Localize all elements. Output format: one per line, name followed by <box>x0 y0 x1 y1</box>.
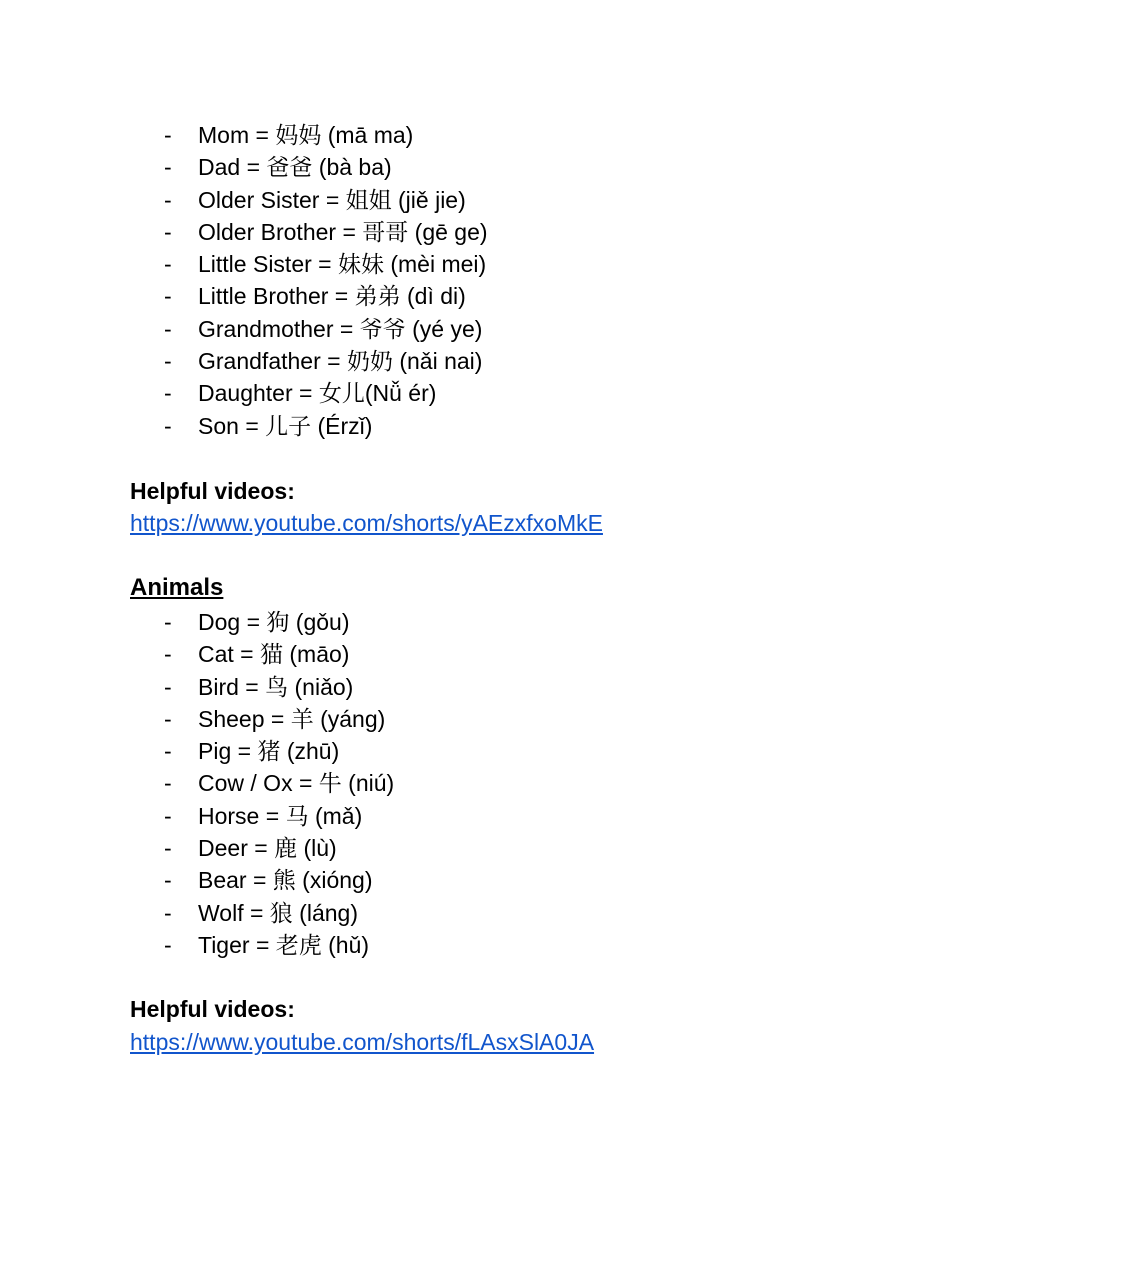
helpful-videos-label: Helpful videos: <box>130 996 295 1022</box>
vocab-entry: Tiger = 老虎 (hǔ) <box>198 931 370 958</box>
list-dash: - <box>164 251 172 278</box>
vocab-entry: Dad = 爸爸 (bà ba) <box>198 154 392 181</box>
vocab-entry: Sheep = 羊 (yáng) <box>198 705 386 732</box>
list-dash: - <box>164 283 172 310</box>
vocab-entry: Horse = 马 (mǎ) <box>198 802 363 829</box>
list-dash: - <box>164 835 172 862</box>
vocab-entry: Mom = 妈妈 (mā ma) <box>198 122 414 148</box>
list-dash: - <box>164 673 172 700</box>
animals-video-link[interactable]: https://www.youtube.com/shorts/fLAsxSlA0JA <box>130 1029 595 1055</box>
vocab-entry: Older Sister = 姐姐 (jiě jie) <box>198 186 466 213</box>
vocab-entry: Cat = 猫 (māo) <box>198 641 350 668</box>
list-dash: - <box>164 641 172 668</box>
vocab-entry: Pig = 猪 (zhū) <box>198 738 340 765</box>
vocab-entry: Grandmother = 爷爷 (yé ye) <box>198 315 483 342</box>
vocab-entry: Bear = 熊 (xióng) <box>198 867 373 894</box>
list-dash: - <box>164 802 172 829</box>
list-dash: - <box>164 315 172 342</box>
list-dash: - <box>164 218 172 245</box>
list-dash: - <box>164 770 172 797</box>
vocab-entry: Wolf = 狼 (láng) <box>198 899 358 926</box>
vocab-entry: Dog = 狗 (gǒu) <box>198 609 350 635</box>
vocab-entry: Son = 儿子 (Érzǐ) <box>198 412 373 439</box>
list-dash: - <box>164 348 172 375</box>
vocab-entry: Cow / Ox = 牛 (niú) <box>198 770 395 797</box>
vocab-entry: Grandfather = 奶奶 (nǎi nai) <box>198 348 483 375</box>
list-dash: - <box>164 705 172 732</box>
list-dash: - <box>164 867 172 894</box>
list-dash: - <box>164 899 172 926</box>
vocab-entry: Daughter = 女儿(Nǚ ér) <box>198 380 437 407</box>
family-video-link[interactable]: https://www.youtube.com/shorts/yAEzxfxoMkE <box>130 510 603 536</box>
list-dash: - <box>164 609 172 635</box>
vocab-entry: Deer = 鹿 (lù) <box>198 835 337 862</box>
vocab-entry: Bird = 鸟 (niǎo) <box>198 673 354 700</box>
list-dash: - <box>164 738 172 765</box>
vocab-entry: Little Brother = 弟弟 (dì di) <box>198 283 466 310</box>
list-dash: - <box>164 931 172 958</box>
animals-heading: Animals <box>130 574 224 601</box>
list-dash: - <box>164 186 172 213</box>
vocab-entry: Little Sister = 妹妹 (mèi mei) <box>198 251 487 278</box>
list-dash: - <box>164 122 172 148</box>
list-dash: - <box>164 154 172 181</box>
list-dash: - <box>164 380 172 407</box>
vocab-entry: Older Brother = 哥哥 (gē ge) <box>198 218 488 245</box>
helpful-videos-label: Helpful videos: <box>130 478 295 504</box>
list-dash: - <box>164 412 172 439</box>
